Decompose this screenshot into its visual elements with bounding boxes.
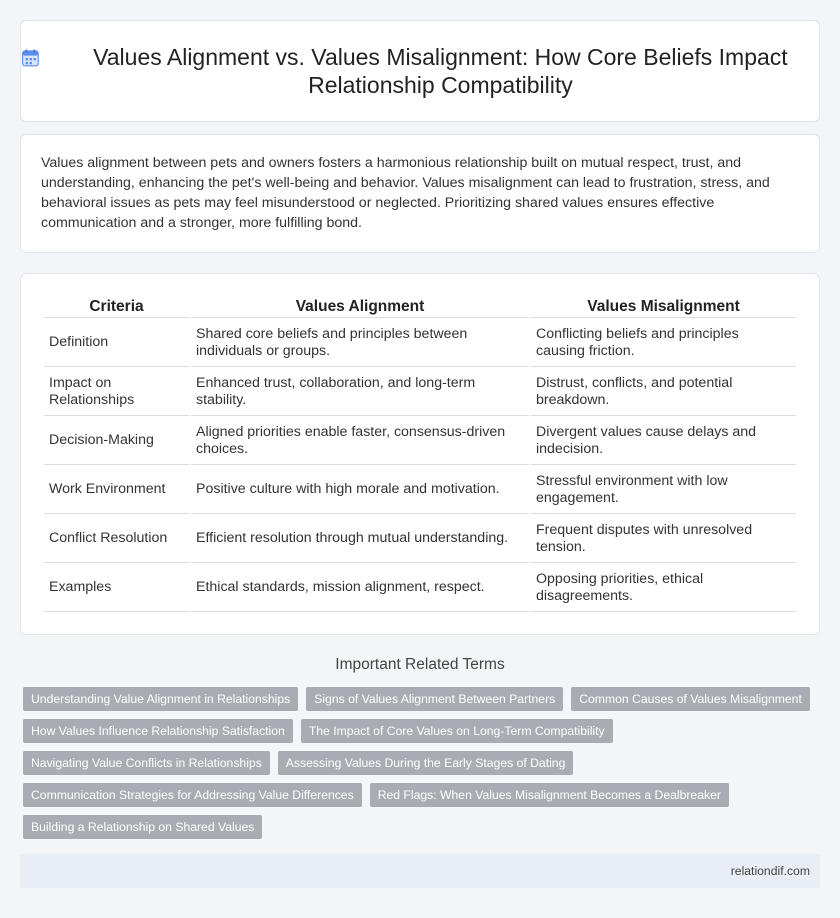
misalignment-cell: Opposing priorities, ethical disagreements. bbox=[531, 563, 796, 612]
related-term-tag[interactable]: Red Flags: When Values Misalignment Becomes a Dealbreaker bbox=[370, 783, 729, 807]
criteria-cell: Conflict Resolution bbox=[44, 514, 189, 563]
header-values-alignment: Values Alignment bbox=[191, 294, 529, 318]
table-header-row bbox=[44, 294, 796, 318]
criteria-cell: Definition bbox=[44, 318, 189, 367]
table-row bbox=[44, 416, 796, 465]
misalignment-cell: Distrust, conflicts, and potential breakdown. bbox=[531, 367, 796, 416]
title-card bbox=[20, 20, 820, 122]
footer bbox=[20, 854, 820, 888]
intro-text: Values alignment between pets and owners fosters a harmonious relationship built on mutual respect, trust, and understanding, enhancing the pet's well-being and behavior. Values misalignment can lead to frustration, stress, and behavioral issues as pets may feel misunderstood or neglected. Prioritizing shared values ensures effective communication and a stronger, more fulfilling bond. bbox=[41, 155, 770, 231]
table-row bbox=[44, 367, 796, 416]
related-term-tag[interactable]: The Impact of Core Values on Long-Term Compatibility bbox=[301, 719, 613, 743]
misalignment-cell: Conflicting beliefs and principles causing friction. bbox=[531, 318, 796, 367]
misalignment-cell: Stressful environment with low engagement. bbox=[531, 465, 796, 514]
related-term-tag[interactable]: Navigating Value Conflicts in Relationships bbox=[23, 751, 270, 775]
intro-card bbox=[20, 134, 820, 253]
related-terms-list bbox=[23, 687, 823, 839]
table-row bbox=[44, 514, 796, 563]
criteria-cell: Examples bbox=[44, 563, 189, 612]
related-term-tag[interactable]: Understanding Value Alignment in Relationships bbox=[23, 687, 298, 711]
related-term-tag[interactable]: How Values Influence Relationship Satisfaction bbox=[23, 719, 293, 743]
related-term-tag[interactable]: Building a Relationship on Shared Values bbox=[23, 815, 262, 839]
table-row bbox=[44, 318, 796, 367]
related-terms-title: Important Related Terms bbox=[335, 656, 505, 673]
related-term-tag[interactable]: Assessing Values During the Early Stages of Dating bbox=[278, 751, 574, 775]
table-row bbox=[44, 563, 796, 612]
alignment-cell: Positive culture with high morale and motivation. bbox=[191, 465, 529, 514]
alignment-cell: Ethical standards, mission alignment, respect. bbox=[191, 563, 529, 612]
related-term-tag[interactable]: Signs of Values Alignment Between Partners bbox=[306, 687, 563, 711]
footer-site-link[interactable]: relationdif.com bbox=[730, 864, 810, 878]
header-criteria: Criteria bbox=[44, 294, 189, 318]
alignment-cell: Aligned priorities enable faster, consensus-driven choices. bbox=[191, 416, 529, 465]
misalignment-cell: Frequent disputes with unresolved tension. bbox=[531, 514, 796, 563]
table-row bbox=[44, 465, 796, 514]
comparison-card bbox=[20, 273, 820, 635]
criteria-cell: Decision-Making bbox=[44, 416, 189, 465]
alignment-cell: Shared core beliefs and principles between individuals or groups. bbox=[191, 318, 529, 367]
alignment-cell: Efficient resolution through mutual understanding. bbox=[191, 514, 529, 563]
alignment-cell: Enhanced trust, collaboration, and long-term stability. bbox=[191, 367, 529, 416]
comparison-table bbox=[42, 294, 798, 612]
misalignment-cell: Divergent values cause delays and indecision. bbox=[531, 416, 796, 465]
header-values-misalignment: Values Misalignment bbox=[531, 294, 796, 318]
related-term-tag[interactable]: Common Causes of Values Misalignment bbox=[571, 687, 810, 711]
criteria-cell: Impact on Relationships bbox=[44, 367, 189, 416]
related-term-tag[interactable]: Communication Strategies for Addressing Value Differences bbox=[23, 783, 362, 807]
calendar-icon bbox=[21, 46, 40, 70]
page-title: Values Alignment vs. Values Misalignment: How Core Beliefs Impact Relationship Compatibility bbox=[93, 44, 788, 98]
criteria-cell: Work Environment bbox=[44, 465, 189, 514]
